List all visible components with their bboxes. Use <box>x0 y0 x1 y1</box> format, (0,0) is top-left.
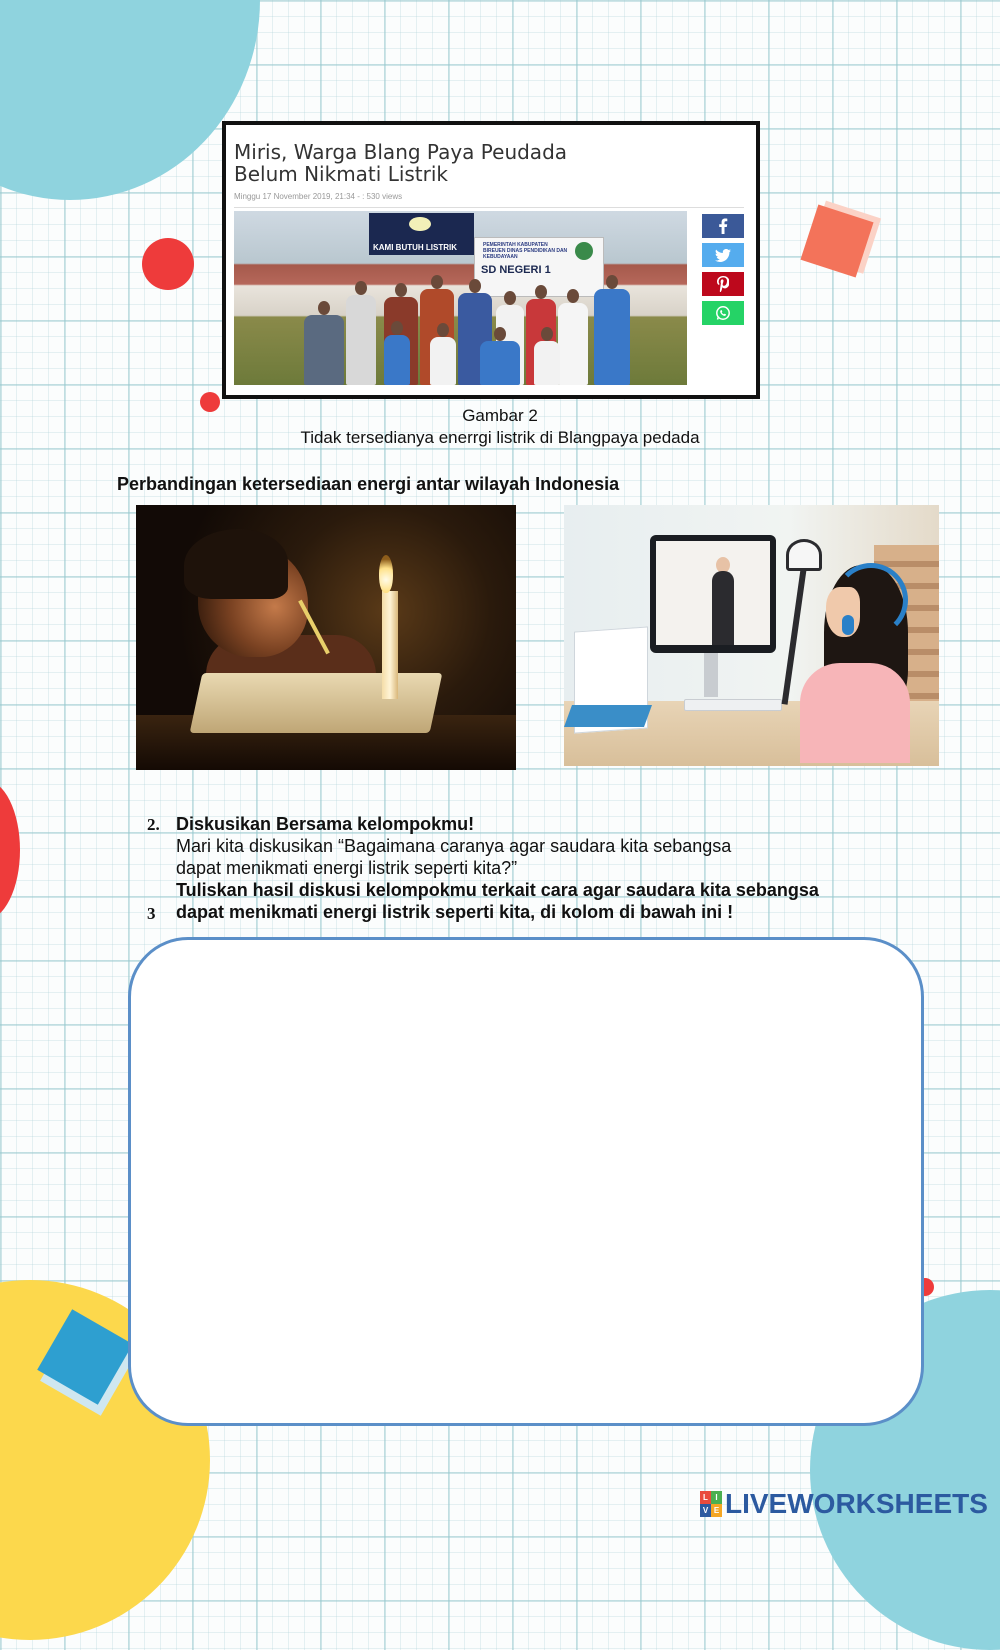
news-meta: Minggu 17 November 2019, 21:34 - : 530 views <box>234 192 403 201</box>
twitter-icon <box>715 249 731 262</box>
liveworksheets-icon: L I V E <box>700 1491 722 1517</box>
decor-cube-red <box>800 204 873 277</box>
brand-name: LIVEWORKSHEETS <box>725 1488 988 1519</box>
school-logo-icon <box>575 242 593 260</box>
instruction-line1: Tuliskan hasil diskusi kelompokmu terkait cara agar saudara kita sebangsa <box>176 880 819 900</box>
person <box>304 315 344 385</box>
share-facebook-button[interactable] <box>702 214 744 238</box>
section-title: Perbandingan ketersediaan energi antar wilayah Indonesia <box>117 474 620 494</box>
question-number-3: 3 <box>147 904 156 923</box>
facebook-icon <box>718 218 728 234</box>
school-sign-name: SD NEGERI 1 <box>481 264 551 276</box>
answer-textbox[interactable] <box>128 937 924 1426</box>
school-sign-header: PEMERINTAH KABUPATEN BIREUEN DINAS PENDIDIKAN DAN KEBUDAYAAN <box>483 242 568 260</box>
liveworksheets-logo <box>700 1488 988 1520</box>
person <box>594 289 630 385</box>
photo-child-studying-candlelight <box>136 505 516 770</box>
question-heading: Diskusikan Bersama kelompokmu! <box>176 814 475 834</box>
news-headline <box>234 141 734 185</box>
share-whatsapp-button[interactable] <box>702 301 744 325</box>
decor-dot-red <box>142 238 194 290</box>
news-headline-line2: Belum Nikmati Listrik <box>234 162 449 186</box>
person <box>346 295 376 385</box>
person <box>558 303 588 385</box>
monitor <box>650 535 776 653</box>
divider <box>234 207 744 208</box>
person <box>480 341 520 385</box>
question-text-line1: Mari kita diskusikan “Bagaimana caranya agar saudara kita sebangsa <box>176 836 732 856</box>
photo-child-online-class <box>564 505 939 766</box>
figure-caption: Tidak tersedianya enerrgi listrik di Blangpaya pedada <box>300 428 700 447</box>
person <box>534 341 560 385</box>
news-screenshot <box>222 121 760 399</box>
lightbulb-icon <box>409 217 431 231</box>
candle-flame <box>379 555 393 593</box>
question-text-line2: dapat menikmati energi listrik seperti kita?” <box>176 858 518 878</box>
decor-half-circle-red <box>0 780 20 920</box>
desk-lamp <box>786 539 822 571</box>
person <box>430 337 456 385</box>
news-headline-line1: Miris, Warga Blang Paya Peudada <box>234 140 568 164</box>
whatsapp-icon <box>715 305 731 321</box>
person <box>384 335 410 385</box>
decor-circle-teal <box>0 0 260 200</box>
question-number: 2. <box>147 815 160 834</box>
news-photo <box>234 211 687 385</box>
instruction-line2: dapat menikmati energi listrik seperti kita, di kolom di bawah ini ! <box>176 902 734 922</box>
share-twitter-button[interactable] <box>702 243 744 267</box>
billboard-text: KAMI BUTUH LISTRIK <box>373 243 457 252</box>
billboard <box>369 213 474 255</box>
share-pinterest-button[interactable] <box>702 272 744 296</box>
pinterest-icon <box>717 276 729 292</box>
figure-number: Gambar 2 <box>462 406 538 425</box>
